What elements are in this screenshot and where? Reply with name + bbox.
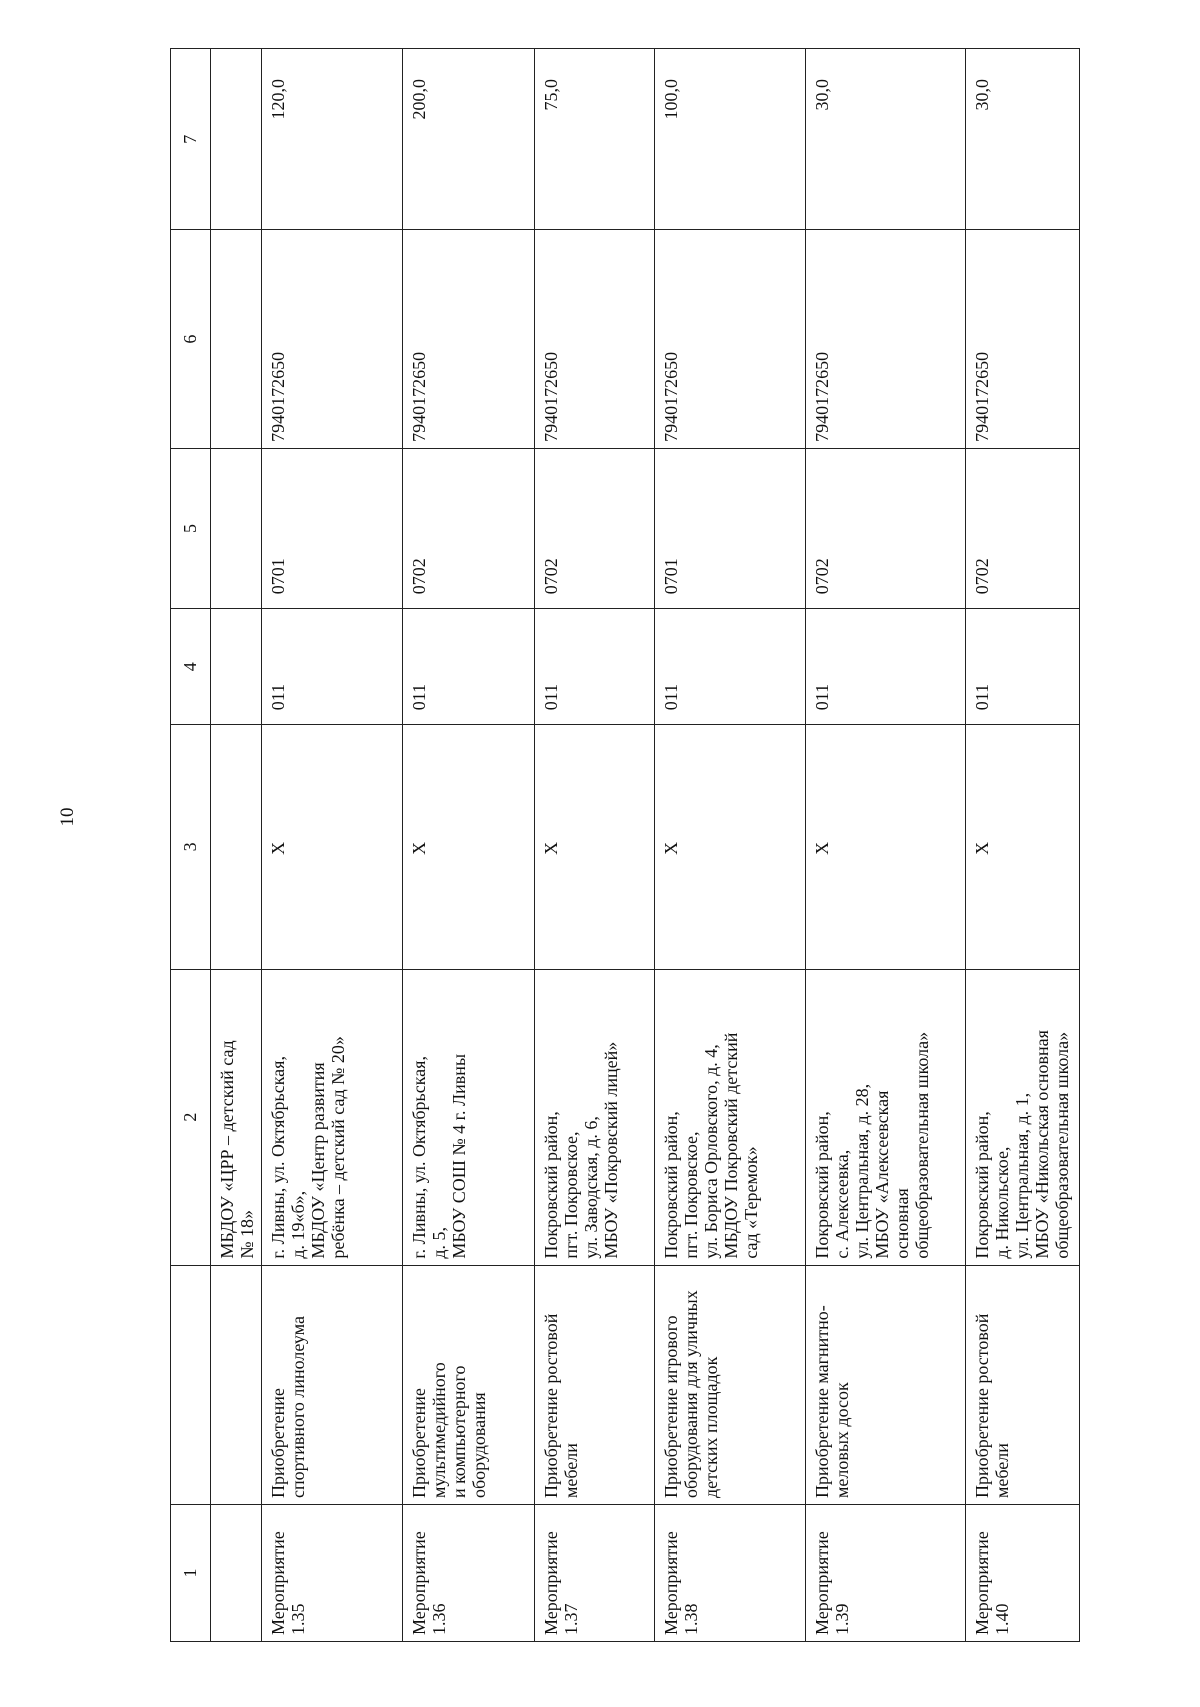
name-line: спортивного линолеума	[288, 1316, 309, 1499]
address-line: д. Никольское,	[991, 1146, 1012, 1259]
address-line: МБОУ «Никольская основная	[1031, 1030, 1052, 1259]
section-cell: 0701	[262, 448, 403, 608]
code-cell: 011	[654, 609, 805, 725]
name-cell	[402, 1265, 534, 1504]
address-line: сад «Теремок»	[740, 1146, 761, 1259]
event-cell	[654, 1505, 805, 1642]
section-cell: 0702	[402, 448, 534, 608]
table-row	[965, 49, 1079, 1642]
event-line: 1.37	[561, 1603, 582, 1635]
event-line: Мероприятие	[408, 1531, 429, 1635]
target-code-cell: 7940172650	[805, 230, 965, 448]
address-line: г. Ливны, ул. Октябрьская,	[268, 1056, 289, 1259]
code-cell: 011	[965, 609, 1079, 725]
address-cell	[965, 969, 1079, 1265]
name-line: меловых досок	[831, 1382, 852, 1499]
event-line: Мероприятие	[971, 1531, 992, 1635]
address-line: ул. Центральная, д. 1,	[1011, 1092, 1032, 1259]
budget-table	[170, 48, 1080, 1642]
address-line: общеобразовательная школа»	[1051, 1031, 1072, 1259]
header-cell: 4	[171, 609, 211, 725]
name-line: Приобретение игрового	[660, 1315, 681, 1499]
address-cell	[805, 969, 965, 1265]
address-line: г. Ливны, ул. Октябрьская,	[408, 1056, 429, 1259]
address-cell	[262, 969, 403, 1265]
address-line: Покровский район,	[660, 1111, 681, 1259]
event-line: 1.36	[428, 1603, 449, 1635]
address-line: МБОУ «Алексеевская	[871, 1090, 892, 1259]
address-line: МБОУ «Покровский лицей»	[601, 1041, 622, 1259]
name-line: мебели	[561, 1443, 582, 1499]
name-cell	[654, 1265, 805, 1504]
header-row	[171, 49, 211, 1642]
name-line: мебели	[991, 1443, 1012, 1499]
mark-cell: Х	[262, 725, 403, 969]
address-cell	[535, 969, 655, 1265]
event-line: Мероприятие	[660, 1531, 681, 1635]
section-cell: 0702	[535, 448, 655, 608]
address-line: пгт. Покровское,	[561, 1131, 582, 1259]
rotated-table-container	[170, 48, 1080, 1642]
document-sheet	[170, 48, 1080, 1642]
name-line: оборудования	[468, 1392, 489, 1499]
header-cell: 6	[171, 230, 211, 448]
event-line: 1.39	[831, 1603, 852, 1635]
name-line: Приобретение	[268, 1388, 289, 1499]
event-line: Мероприятие	[541, 1531, 562, 1635]
amount-cell: 100,0	[654, 49, 805, 230]
address-line: Покровский район,	[811, 1111, 832, 1259]
code-cell: 011	[805, 609, 965, 725]
address-line: с. Алексеевка,	[831, 1149, 852, 1259]
name-line: Приобретение ростовой	[971, 1313, 992, 1499]
address-line: МБДОУ Покровский детский	[720, 1032, 741, 1259]
table-cell	[210, 230, 261, 448]
section-cell: 0702	[805, 448, 965, 608]
name-line: оборудования для уличных	[680, 1290, 701, 1499]
amount-cell: 120,0	[262, 49, 403, 230]
table-row	[262, 49, 403, 1642]
code-cell: 011	[262, 609, 403, 725]
event-line: Мероприятие	[811, 1531, 832, 1635]
address-cell	[654, 969, 805, 1265]
code-cell: 011	[402, 609, 534, 725]
event-cell	[535, 1505, 655, 1642]
table-cell	[210, 1265, 261, 1504]
address-line: ул. Центральная, д. 28,	[851, 1083, 872, 1259]
header-cell: 1	[171, 1505, 211, 1642]
address-line: общеобразовательная школа»	[911, 1031, 932, 1259]
header-cell	[171, 1265, 211, 1504]
table-row	[805, 49, 965, 1642]
table-cell	[210, 609, 261, 725]
mark-cell: Х	[805, 725, 965, 969]
page-number: 10	[57, 807, 78, 827]
address-line: д. 5,	[428, 1227, 449, 1259]
address-line: ребёнка – детский сад № 20»	[328, 1036, 349, 1259]
target-code-cell: 7940172650	[262, 230, 403, 448]
header-cell: 3	[171, 725, 211, 969]
target-code-cell: 7940172650	[535, 230, 655, 448]
table-cell	[210, 448, 261, 608]
mark-cell: Х	[965, 725, 1079, 969]
name-line: Приобретение	[408, 1388, 429, 1499]
address-line: Покровский район,	[541, 1111, 562, 1259]
table-row	[402, 49, 534, 1642]
address-line: № 18»	[236, 1209, 257, 1259]
amount-cell: 30,0	[805, 49, 965, 230]
event-cell	[965, 1505, 1079, 1642]
address-line: ул. Заводская, д. 6,	[581, 1116, 602, 1259]
continuation-row	[210, 49, 261, 1642]
amount-cell: 30,0	[965, 49, 1079, 230]
address-line: основная	[891, 1188, 912, 1259]
name-cell	[535, 1265, 655, 1504]
name-line: Приобретение ростовой	[541, 1313, 562, 1499]
address-line: д. 19«б»,	[288, 1190, 309, 1259]
address-line: МБОУ СОШ № 4 г. Ливны	[448, 1053, 469, 1259]
event-cell	[805, 1505, 965, 1642]
target-code-cell: 7940172650	[654, 230, 805, 448]
name-line: и компьютерного	[448, 1365, 469, 1499]
amount-cell: 200,0	[402, 49, 534, 230]
address-line: пгт. Покровское,	[680, 1131, 701, 1259]
header-cell: 5	[171, 448, 211, 608]
address-line: Покровский район,	[971, 1111, 992, 1259]
section-cell: 0701	[654, 448, 805, 608]
table-cell	[210, 725, 261, 969]
table-cell	[210, 49, 261, 230]
address-line: ул. Бориса Орловского, д. 4,	[700, 1044, 721, 1259]
event-line: 1.38	[680, 1603, 701, 1635]
header-cell: 2	[171, 969, 211, 1265]
name-line: детских площадок	[700, 1356, 721, 1499]
name-cell	[965, 1265, 1079, 1504]
address-cell	[402, 969, 534, 1265]
header-cell: 7	[171, 49, 211, 230]
code-cell: 011	[535, 609, 655, 725]
address-line: МБДОУ «ЦРР – детский сад	[216, 1040, 237, 1259]
event-line: 1.35	[288, 1603, 309, 1635]
table-row	[535, 49, 655, 1642]
section-cell: 0702	[965, 448, 1079, 608]
name-line: Приобретение магнитно-	[811, 1305, 832, 1499]
event-cell	[402, 1505, 534, 1642]
event-line: Мероприятие	[268, 1531, 289, 1635]
mark-cell: Х	[402, 725, 534, 969]
table-cell	[210, 1505, 261, 1642]
name-cell	[805, 1265, 965, 1504]
target-code-cell: 7940172650	[965, 230, 1079, 448]
mark-cell: Х	[654, 725, 805, 969]
event-line: 1.40	[991, 1603, 1012, 1635]
name-line: мультимедийного	[428, 1362, 449, 1499]
name-cell	[262, 1265, 403, 1504]
mark-cell: Х	[535, 725, 655, 969]
address-line: МБДОУ «Центр развития	[308, 1062, 329, 1259]
address-cell	[210, 969, 261, 1265]
amount-cell: 75,0	[535, 49, 655, 230]
event-cell	[262, 1505, 403, 1642]
target-code-cell: 7940172650	[402, 230, 534, 448]
table-row	[654, 49, 805, 1642]
